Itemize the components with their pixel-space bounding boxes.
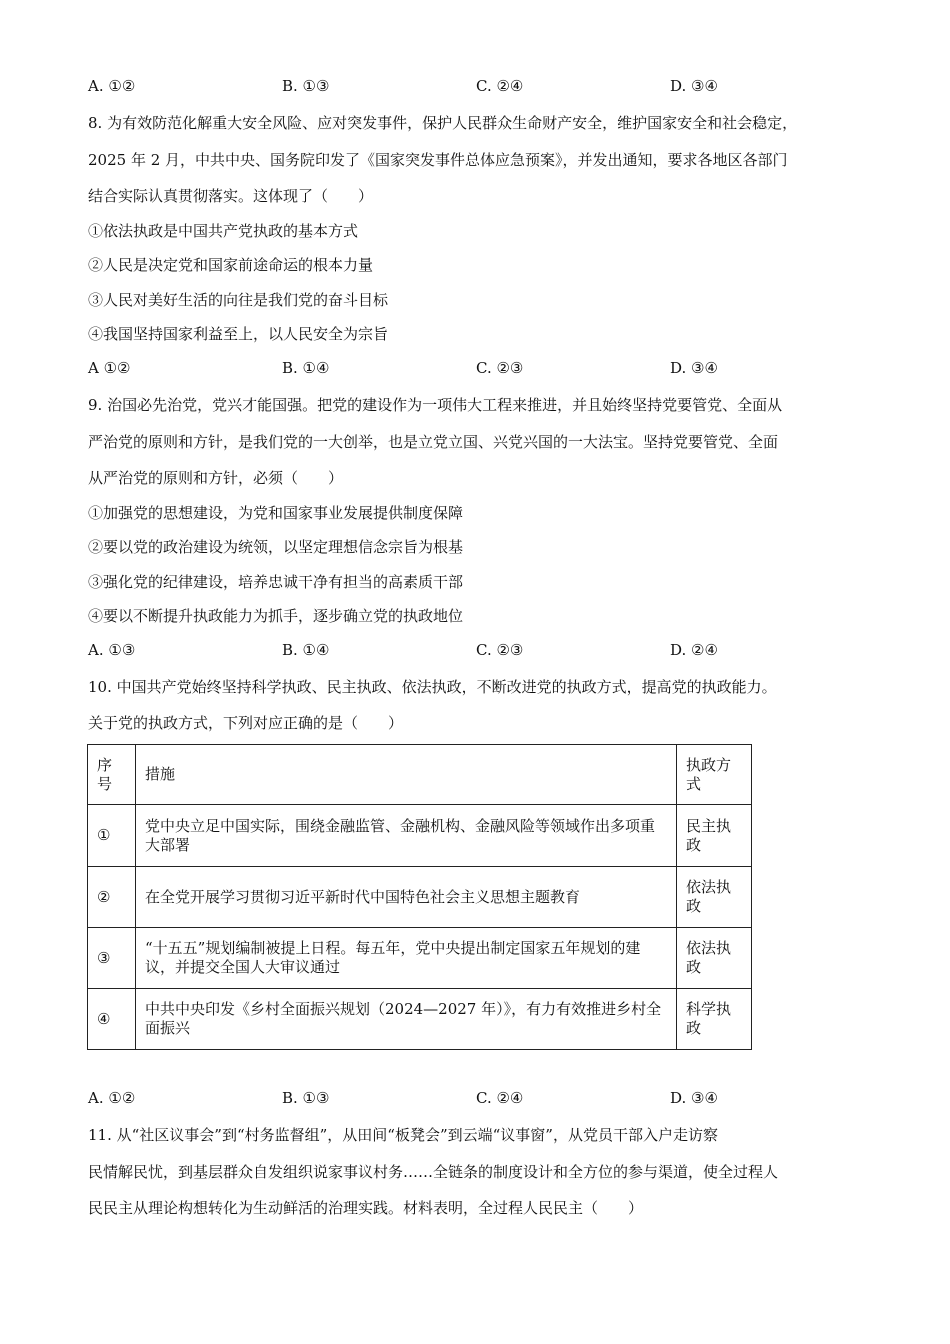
q10-option-d: D. ③④ [670, 1089, 718, 1107]
q8-options [88, 358, 868, 378]
q8-stem-line-2: 2025 年 2 月，中共中央、国务院印发了《国家突发事件总体应急预案》，并发出通知，要求各地区各部门 [88, 151, 788, 169]
row-mode: 依法执政 [677, 867, 752, 928]
q7-option-d: D. ③④ [670, 77, 718, 95]
q8-statement-1: ①依法执政是中国共产党执政的基本方式 [88, 222, 359, 240]
q7-options [88, 76, 868, 96]
table-header-row [88, 745, 752, 805]
q10-table [87, 744, 752, 1050]
q9-option-b: B. ①④ [282, 641, 330, 659]
q10-option-a: A. ①② [88, 1089, 136, 1107]
q9-statement-1: ①加强党的思想建设，为党和国家事业发展提供制度保障 [88, 504, 464, 522]
q8-stem-line-3: 结合实际认真贯彻落实。这体现了（ ） [88, 187, 374, 205]
q10-stem-line-2: 关于党的执政方式，下列对应正确的是（ ） [88, 714, 404, 732]
q11-stem-line-1: 11. 从“社区议事会”到“村务监督组”，从田间“板凳会”到云端“议事窗”，从党员干部入户走访察 [88, 1126, 718, 1144]
q10-stem-line-1: 10. 中国共产党始终坚持科学执政、民主执政、依法执政，不断改进党的执政方式，提高党的执政能力。 [88, 678, 777, 696]
q10-option-b: B. ①③ [282, 1089, 330, 1107]
q11-stem-line-2: 民情解民忧，到基层群众自发组织说家事议村务……全链条的制度设计和全方位的参与渠道，使全过程人 [88, 1163, 779, 1181]
q8-option-d: D. ③④ [670, 359, 718, 377]
q9-statement-4: ④要以不断提升执政能力为抓手，逐步确立党的执政地位 [88, 607, 464, 625]
q11-stem-line-3: 民民主从理论构想转化为生动鲜活的治理实践。材料表明，全过程人民民主（ ） [88, 1199, 644, 1217]
row-number: ① [88, 805, 136, 867]
q8-statement-4: ④我国坚持国家利益至上，以人民安全为宗旨 [88, 325, 389, 343]
header-mode: 执政方式 [677, 745, 752, 805]
q7-option-c: C. ②④ [476, 77, 524, 95]
q8-option-c: C. ②③ [476, 359, 524, 377]
q8-stem-line-1: 8. 为有效防范化解重大安全风险、应对突发事件，保护人民群众生命财产安全，维护国家安全和社会稳定， [88, 114, 798, 132]
q10-option-c: C. ②④ [476, 1089, 524, 1107]
table-row [88, 867, 752, 928]
table-row [88, 928, 752, 989]
q9-statement-2: ②要以党的政治建设为统领，以坚定理想信念宗旨为根基 [88, 538, 464, 556]
q9-stem-line-3: 从严治党的原则和方针，必须（ ） [88, 469, 344, 487]
table-row [88, 805, 752, 867]
row-mode: 依法执政 [677, 928, 752, 989]
q9-option-c: C. ②③ [476, 641, 524, 659]
q8-option-a: A ①② [88, 359, 131, 377]
header-measure: 措施 [136, 745, 677, 805]
q9-options [88, 640, 868, 660]
row-mode: 民主执政 [677, 805, 752, 867]
q9-option-a: A. ①③ [88, 641, 136, 659]
row-measure: 在全党开展学习贯彻习近平新时代中国特色社会主义思想主题教育 [136, 867, 677, 928]
q9-stem-line-2: 严治党的原则和方针，是我们党的一大创举，也是立党立国、兴党兴国的一大法宝。坚持党要管党、全面 [88, 433, 779, 451]
row-number: ② [88, 867, 136, 928]
row-measure: 党中央立足中国实际，围绕金融监管、金融机构、金融风险等领域作出多项重大部署 [136, 805, 677, 867]
header-number: 序号 [88, 745, 136, 805]
q10-options [88, 1088, 868, 1108]
row-number: ④ [88, 989, 136, 1050]
row-measure: “十五五”规划编制被提上日程。每五年，党中央提出制定国家五年规划的建议，并提交全国人大审议通过 [136, 928, 677, 989]
row-mode: 科学执政 [677, 989, 752, 1050]
q8-statement-2: ②人民是决定党和国家前途命运的根本力量 [88, 256, 374, 274]
row-number: ③ [88, 928, 136, 989]
q7-option-b: B. ①③ [282, 77, 330, 95]
q9-option-d: D. ②④ [670, 641, 718, 659]
q9-stem-line-1: 9. 治国必先治党，党兴才能国强。把党的建设作为一项伟大工程来推进，并且始终坚持党要管党、全面从 [88, 396, 783, 414]
q8-option-b: B. ①④ [282, 359, 330, 377]
q7-option-a: A. ①② [88, 77, 136, 95]
q8-statement-3: ③人民对美好生活的向往是我们党的奋斗目标 [88, 291, 389, 309]
q9-statement-3: ③强化党的纪律建设，培养忠诚干净有担当的高素质干部 [88, 573, 464, 591]
table-row [88, 989, 752, 1050]
row-measure: 中共中央印发《乡村全面振兴规划（2024—2027 年）》，有力有效推进乡村全面振兴 [136, 989, 677, 1050]
